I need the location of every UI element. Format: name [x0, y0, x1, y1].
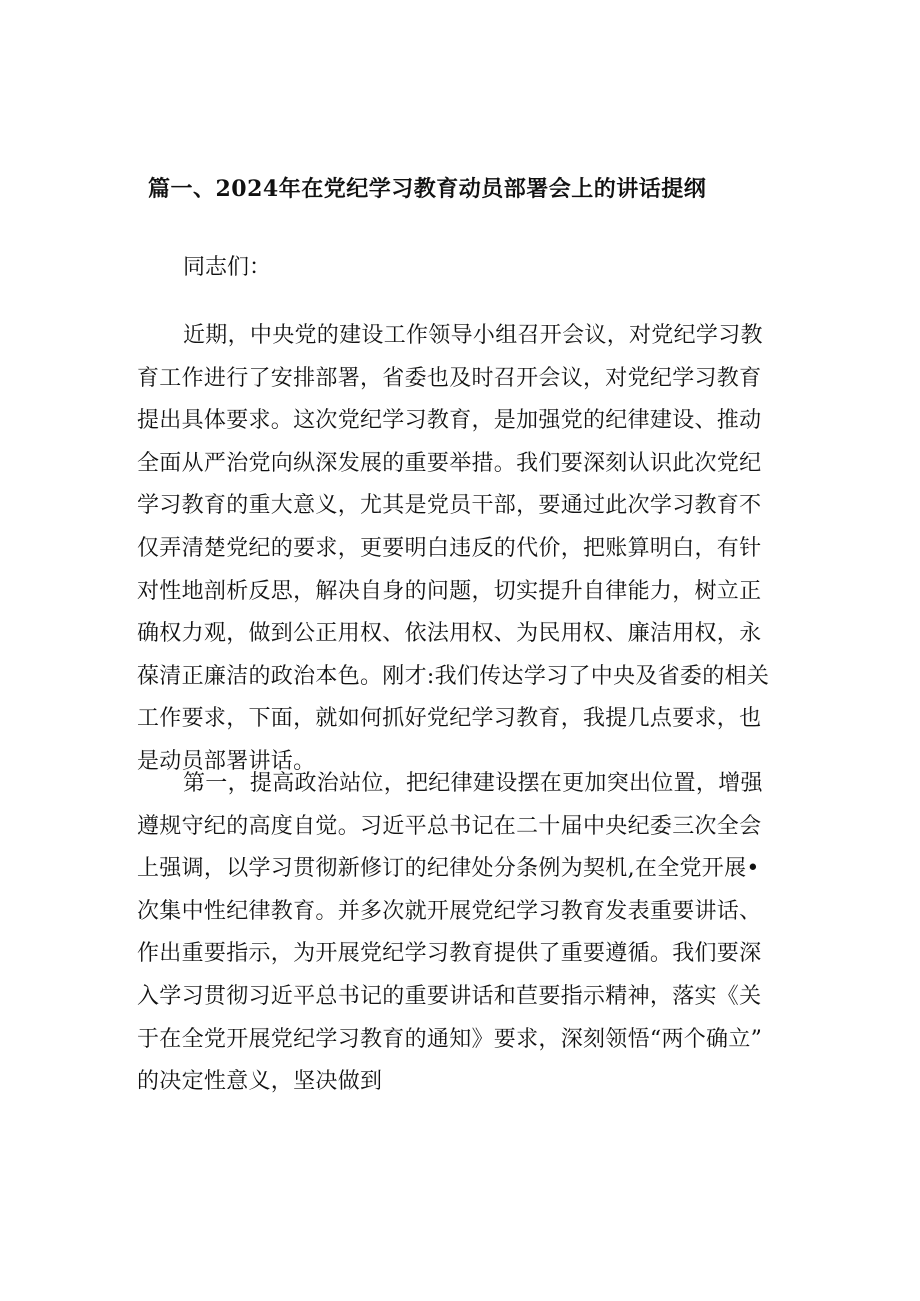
paragraph-line: 第一，提高政治站位，把纪律建设摆在更加突出位置，增强 — [183, 771, 763, 796]
paragraph-line: 入学习贯彻习近平总书记的重要讲话和苣要指示精神，落实《关 — [137, 983, 762, 1009]
paragraph-line: 是动员部署讲话。 — [137, 748, 316, 774]
paragraph-line: 提出具体要求。这次党纪学习教育，是加强党的纪律建设、推动 — [137, 408, 762, 434]
paragraph-line: 仅弄清楚党纪的要求，更要明白违反的代价，把账算明白，有针 — [137, 535, 762, 561]
salutation: 同志们： — [183, 255, 272, 280]
paragraph-line: 育工作进行了安排部署，省委也及时召开会议，对党纪学习教育 — [137, 365, 762, 391]
paragraph-line: 对性地剖析反思，解决自身的问题，切实提升自律能力，树立正 — [137, 578, 762, 604]
paragraph-line: 近期，中央党的建设工作领导小组召开会议，对党纪学习教 — [183, 323, 763, 348]
paragraph-1 — [137, 315, 787, 784]
document-title: 篇一、2024年在党纪学习教育动员部署会上的讲话提纲 — [148, 176, 707, 202]
paragraph-2 — [137, 763, 787, 1104]
paragraph-line: 次集中性纪律教育。并多次就开展党纪学习教育发表重要讲话、 — [137, 898, 762, 924]
paragraph-line: 上强调，以学习贯彻新修订的纪律处分条例为契机,在全党开展• — [137, 856, 760, 882]
paragraph-line: 全面从严治党向纵深发展的重要举措。我们要深刻认识此次党纪 — [137, 450, 762, 476]
paragraph-line: 学习教育的重大意义，尤其是党员干部，要通过此次学习教育不 — [137, 493, 762, 519]
paragraph-line: 工作要求，下面，就如何抓好党纪学习教育，我提几点要求，也 — [137, 706, 762, 732]
paragraph-line: 遵规守纪的高度自觉。习近平总书记在二十届中央纪委三次全会 — [137, 813, 762, 839]
paragraph-line: 确权力观，做到公正用权、依法用权、为民用权、廉洁用权，永 — [137, 621, 762, 647]
paragraph-line: 的决定性意义，坚决做到 — [137, 1069, 383, 1095]
paragraph-line: 作出重要指示，为开展党纪学习教育提供了重要遵循。我们要深 — [137, 941, 762, 967]
paragraph-line: 葆清正廉洁的政治本色。刚才:我们传达学习了中央及省委的相关 — [137, 663, 770, 689]
paragraph-line: 于在全党开展党纪学习教育的通知》要求，深刻领悟“两个确立” — [137, 1026, 763, 1052]
